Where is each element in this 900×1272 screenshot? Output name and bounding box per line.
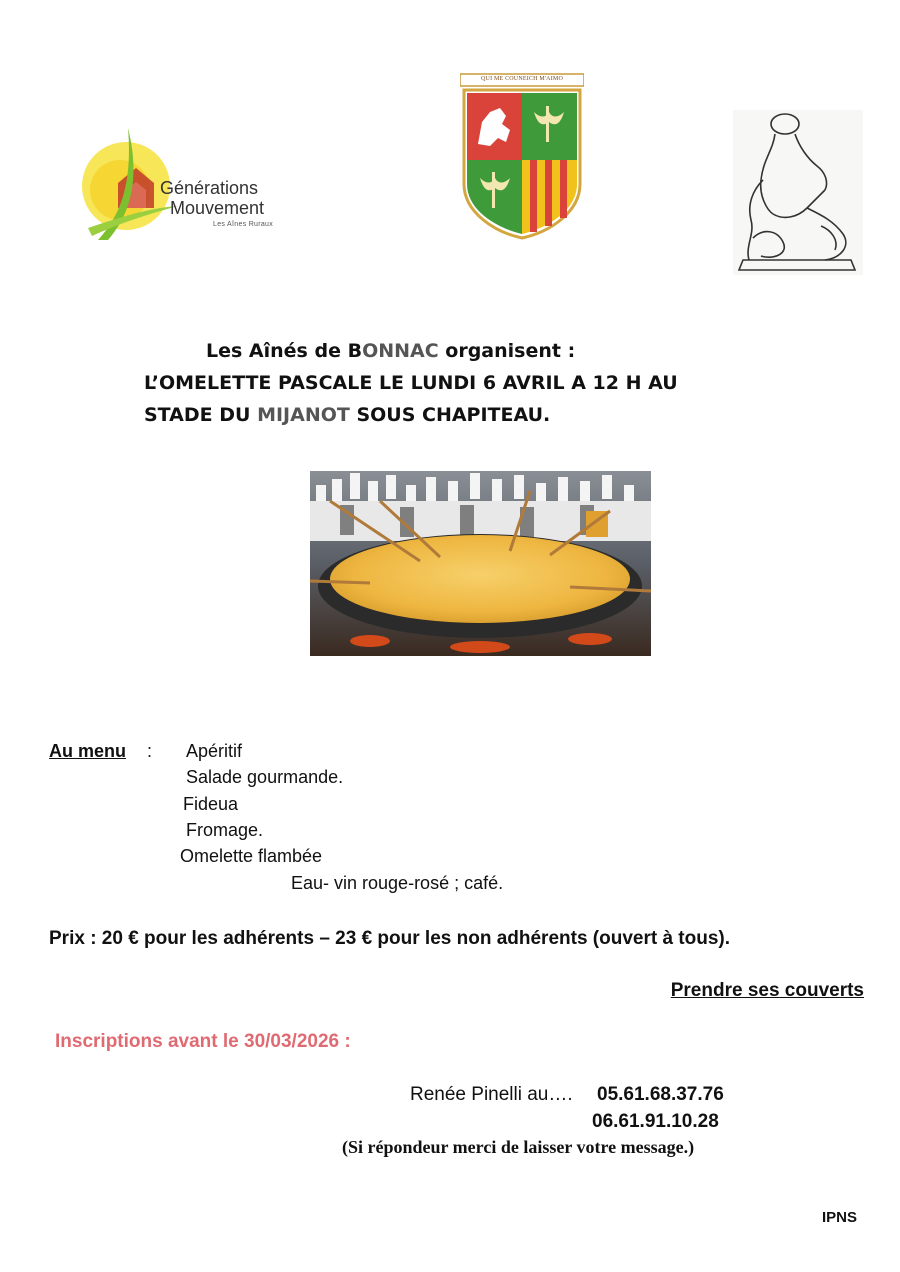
headline-line2: L’OMELETTE PASCALE LE LUNDI 6 AVRIL A 12 H AU (144, 372, 678, 394)
headline-organizer: Les Aînés de B (206, 340, 363, 362)
contact-phone2: 06.61.91.10.28 (592, 1111, 719, 1132)
generations-logo-line3: Les Aînes Ruraux (213, 221, 274, 228)
contact-phone1: 05.61.68.37.76 (597, 1084, 724, 1105)
menu-item-boissons: Eau- vin rouge-rosé ; café. (291, 873, 504, 893)
menu-item-fromage: Fromage. (186, 820, 264, 840)
price-line: Prix : 20 € pour les adhérents – 23 € pour les non adhérents (ouvert à tous). (49, 928, 731, 949)
menu-item-omelette: Omelette flambée (180, 846, 323, 866)
headline-line3 (144, 404, 550, 426)
menu-item-salade: Salade gourmande. (186, 767, 344, 787)
omelette-photo (310, 471, 651, 656)
inscriptions-deadline: Inscriptions avant le 30/03/2026 : (55, 1031, 351, 1052)
menu-item-aperitif: Apéritif (186, 741, 243, 761)
headline-chapiteau: SOUS CHAPITEAU. (349, 404, 551, 426)
crest-motto: QUI ME COUNEICH M'AIMO (481, 76, 563, 82)
headline-town: ONNAC (362, 340, 439, 362)
couverts-notice: Prendre ses couverts (670, 980, 864, 1001)
headline-line1 (206, 340, 575, 362)
statue-icon (733, 110, 863, 275)
menu-colon: : (147, 741, 153, 761)
generations-mouvement-logo (78, 128, 308, 248)
ipns-footer: IPNS (822, 1209, 858, 1226)
menu-label: Au menu (49, 741, 127, 761)
menu-item-fideua: Fideua (183, 794, 239, 814)
generations-logo-line1: Générations (160, 178, 259, 198)
generations-logo-line2: Mouvement (170, 198, 265, 218)
town-crest (460, 72, 584, 240)
headline-stade: STADE DU (144, 404, 258, 426)
contact-note: (Si répondeur merci de laisser votre message.) (342, 1137, 695, 1157)
headline-organise: organisent : (438, 340, 576, 362)
crest-icon (460, 72, 584, 240)
contact-name: Renée Pinelli au…. (410, 1084, 573, 1105)
statue-illustration (733, 110, 863, 275)
headline-venue: MIJANOT (257, 404, 350, 426)
omelette-pan-icon (310, 471, 651, 656)
